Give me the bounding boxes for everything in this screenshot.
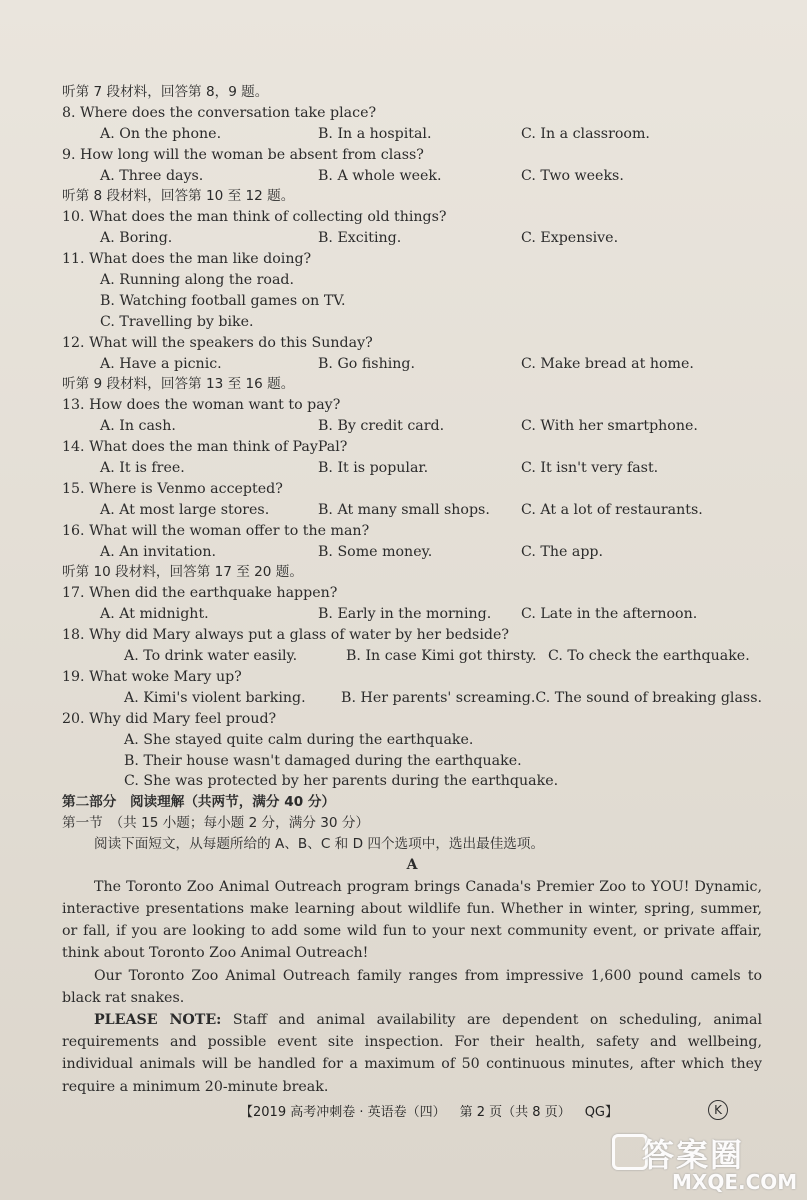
reading-instruction: 阅读下面短文，从每题所给的 A、B、C 和 D 四个选项中，选出最佳选项。 (94, 836, 545, 853)
options-8 (62, 124, 762, 145)
options-15 (62, 500, 762, 521)
option-a: A. Boring. (100, 230, 173, 247)
section1-title: 第一节 （共 15 小题；每小题 2 分，满分 30 分） (62, 815, 370, 832)
part2-title: 第二部分 阅读理解（共两节，满分 40 分） (62, 794, 336, 811)
options-19 (62, 688, 762, 709)
option-c: C. Expensive. (521, 230, 619, 247)
options-14 (62, 458, 762, 479)
option-a: A. An invitation. (100, 543, 216, 560)
option-c: C. Two weeks. (521, 167, 624, 184)
option-a: A. Have a picnic. (100, 355, 222, 372)
options-17 (62, 604, 762, 625)
exam-title: 【2019 高考冲刺卷 · 英语卷（四） (240, 1105, 446, 1120)
option-a: A. It is free. (100, 460, 185, 477)
passage-paragraph-1: The Toronto Zoo Animal Outreach program brings Canada's Premier Zoo to YOU! Dynamic, interactive presentations make learning about wildlife fun. Whether in winter, spring, summer, or fall, if you are looking to add some wild fun to your next community event, or private affair, think about Toronto Zoo Animal Outreach! (62, 878, 762, 962)
option-b: B. Exciting. (318, 230, 402, 247)
circled-k-mark: K (708, 1100, 728, 1120)
option-c: C. Make bread at home. (521, 355, 694, 372)
option-b: B. A whole week. (318, 167, 442, 184)
watermark-url: MXQE.COM (672, 1170, 798, 1194)
option-b: B. Watching football games on TV. (100, 292, 346, 309)
options-13 (62, 416, 762, 437)
option-a: A. At midnight. (100, 606, 209, 623)
options-12 (62, 354, 762, 375)
question-19: 19. What woke Mary up? (62, 668, 242, 685)
option-a: A. She stayed quite calm during the earthquake. (124, 731, 474, 748)
options-9 (62, 166, 762, 187)
option-b: B. In a hospital. (318, 125, 432, 142)
section-heading-8: 听第 8 段材料，回答第 10 至 12 题。 (62, 188, 295, 205)
option-b: B. It is popular. (318, 460, 429, 477)
option-c: C. In a classroom. (521, 125, 650, 142)
question-15: 15. Where is Venmo accepted? (62, 480, 283, 497)
question-12: 12. What will the speakers do this Sunday? (62, 334, 373, 351)
option-b: B. At many small shops. (318, 501, 490, 518)
option-b: B. By credit card. (318, 418, 445, 435)
question-17: 17. When did the earthquake happen? (62, 585, 338, 602)
option-a: A. Running along the road. (100, 272, 295, 289)
page-content (62, 82, 762, 1098)
option-b: B. In case Kimi got thirsty. (346, 648, 537, 665)
exam-code: QG】 (584, 1105, 619, 1120)
option-c: C. It isn't very fast. (521, 460, 659, 477)
question-8: 8. Where does the conversation take place? (62, 104, 377, 121)
option-c: C. At a lot of restaurants. (521, 501, 703, 518)
option-b: B. Their house wasn't damaged during the earthquake. (124, 752, 522, 769)
section-heading-10: 听第 10 段材料，回答第 17 至 20 题。 (62, 564, 303, 581)
option-c: C. Late in the afternoon. (521, 606, 698, 623)
section-heading-9: 听第 9 段材料，回答第 13 至 16 题。 (62, 376, 295, 393)
options-16 (62, 542, 762, 563)
option-b: B. Some money. (318, 543, 433, 560)
question-16: 16. What will the woman offer to the man? (62, 522, 370, 539)
option-c: C. The sound of breaking glass. (535, 689, 762, 706)
options-18 (62, 646, 762, 667)
option-a: A. On the phone. (100, 125, 222, 142)
passage-paragraph-3 (62, 1009, 762, 1098)
question-11: 11. What does the man like doing? (62, 251, 312, 268)
option-c: C. Travelling by bike. (100, 313, 254, 330)
page-number: 第 2 页（共 8 页） (459, 1105, 571, 1120)
question-14: 14. What does the man think of PayPal? (62, 439, 348, 456)
option-b: B. Early in the morning. (318, 606, 492, 623)
passage-paragraph-2: Our Toronto Zoo Animal Outreach family ranges from impressive 1,600 pound camels to black rat snakes. (62, 967, 762, 1006)
note-text: Staff and animal availability are dependent on scheduling, animal requirements and possible event site inspection. For their health, safety and wellbeing, individual animals will be handled for a maximum of 50 continuous minutes, after which they require a minimum 20-minute break. (62, 1012, 762, 1095)
option-a: A. Three days. (100, 167, 204, 184)
option-c: C. To check the earthquake. (548, 648, 750, 665)
site-watermark (612, 1130, 802, 1196)
option-a: A. At most large stores. (100, 501, 270, 518)
question-13: 13. How does the woman want to pay? (62, 397, 341, 414)
option-a: A. Kimi's violent barking. (124, 689, 306, 706)
question-20: 20. Why did Mary feel proud? (62, 710, 277, 727)
question-18: 18. Why did Mary always put a glass of water by her bedside? (62, 627, 509, 644)
option-b: B. Her parents' screaming. (341, 689, 536, 706)
option-c: C. The app. (521, 543, 604, 560)
watermark-title: 答案圈 (642, 1136, 745, 1174)
option-b: B. Go fishing. (318, 355, 415, 372)
section-heading-7: 听第 7 段材料，回答第 8，9 题。 (62, 84, 269, 100)
question-9: 9. How long will the woman be absent from class? (62, 146, 424, 163)
note-label: PLEASE NOTE: (94, 1012, 222, 1029)
question-10: 10. What does the man think of collecting old things? (62, 209, 447, 226)
page-footer (240, 1101, 618, 1120)
option-c: C. She was protected by her parents during the earthquake. (124, 773, 559, 790)
options-10 (62, 228, 762, 249)
option-c: C. With her smartphone. (521, 418, 698, 435)
passage-label: A (406, 856, 418, 873)
option-a: A. To drink water easily. (124, 648, 298, 665)
option-a: A. In cash. (100, 418, 176, 435)
